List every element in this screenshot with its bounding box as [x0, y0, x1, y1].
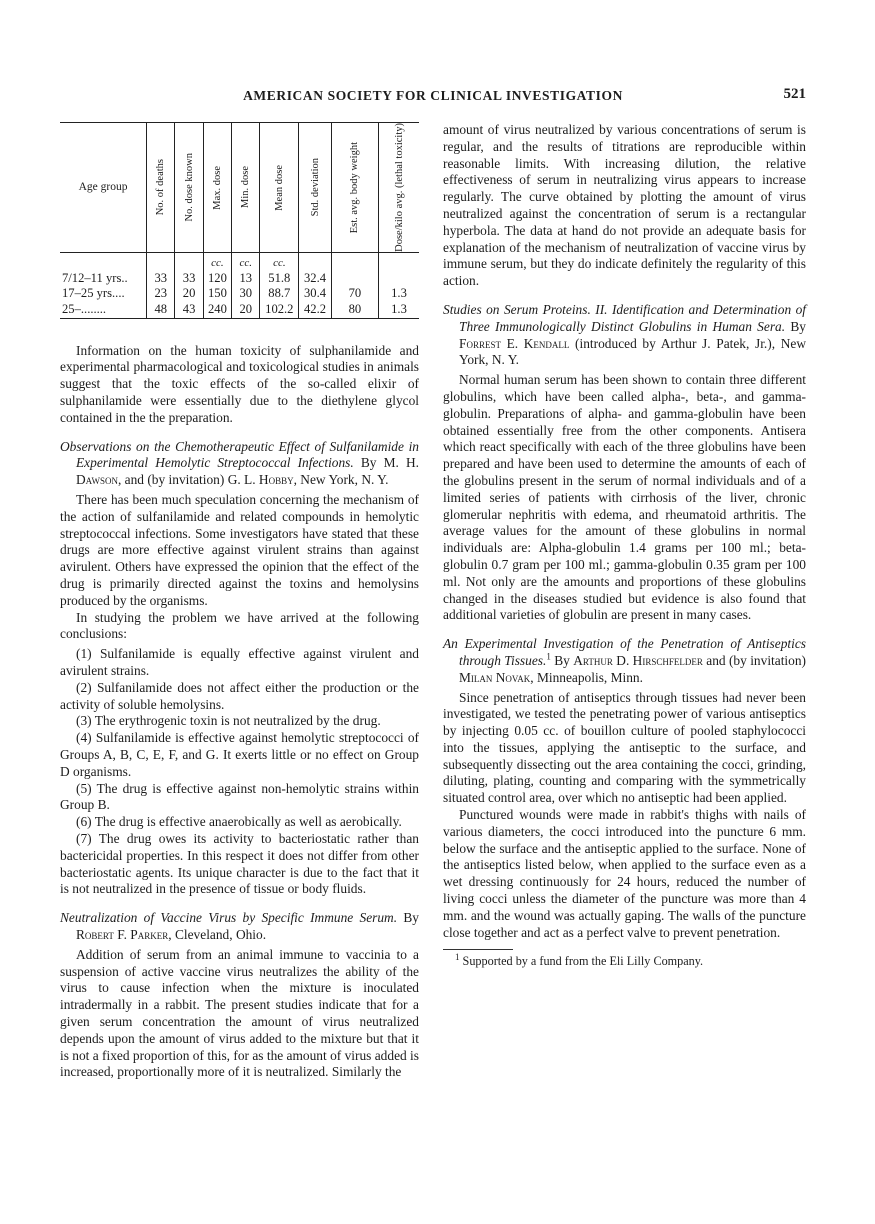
- table-header-cell: Max. dose: [203, 123, 231, 253]
- table-cell: cc.: [260, 252, 299, 271]
- table-cell: 7/12–11 yrs..: [62, 270, 128, 285]
- table-header-cell: No. dose known: [175, 123, 203, 253]
- conclusion-item: (1) Sulfanilamide is equally effective against virulent and avirulent strains.: [60, 646, 419, 679]
- table-header-cell: Min. dose: [232, 123, 260, 253]
- table-header-cell: Mean dose: [260, 123, 299, 253]
- table-cell: 48: [147, 302, 175, 318]
- table-cell: [331, 271, 378, 287]
- table-cell: 20: [232, 302, 260, 318]
- table-cell: [331, 252, 378, 271]
- table-cell: 17–25 yrs....: [62, 286, 125, 301]
- toxicity-table: [60, 122, 419, 319]
- running-head: AMERICAN SOCIETY FOR CLINICAL INVESTIGATION: [243, 88, 623, 103]
- body-paragraph: Punctured wounds were made in rabbit's thighs with nails of various diameters, the cocci introduced into the puncture 6 mm. below the surface and the antiseptic applied to the surface. None of the antiseptics listed below, when applied to the surface even as a wet dressing continuously for 24 hours, reduced the number of living cocci unless the diameter of the puncture was more than 4 mm. and the wound was actually gaping. The walls of the puncture close together and act as a perfect valve to prevent penetration.: [443, 807, 806, 940]
- table-cell: 150: [203, 286, 231, 302]
- table-cell: 43: [175, 302, 203, 318]
- left-column: [60, 122, 419, 1081]
- section-title-serum-proteins: Studies on Serum Proteins. II. Identification and Determination of Three Immunologically Distinct Globulins in Human Sera. By Forrest E. Kendall (introduced by Arthur J. Patek, Jr.), New York, N. Y.: [443, 301, 806, 368]
- table-cell: 23: [147, 286, 175, 302]
- table-cell: 102.2: [260, 302, 299, 318]
- table-cell: [299, 252, 332, 271]
- table-cell: [60, 252, 147, 271]
- body-paragraph: amount of virus neutralized by various concentrations of serum is regular, and the results of titrations are reproducible within reasonable limits. With increasing dilution, the relative effectiveness of serum in neutralizing virus appears to increase regularly. The curve obtained by plotting the amount of virus neutralized against the concentration of serum is a rectangular hyperbola. The data at hand do not provide an adequate basis for explanation of the mechanism of neutralization of vaccine virus by immune serum, but they do indicate definitely the regularity of this action.: [443, 122, 806, 289]
- table-cell: [379, 252, 420, 271]
- body-paragraph: There has been much speculation concerning the mechanism of the action of sulfanilamide and related compounds in hemolytic streptococcal infections. Some investigators have stated that these drugs are more effective against virulent strains than against avirulent. Others have expressed the opinion that the effect of the drug is primarily directed against the toxins and hemolysins produced by the organisms.: [60, 492, 419, 608]
- table-cell: [147, 252, 175, 271]
- table-cell: 120: [203, 271, 231, 287]
- table-cell: cc.: [232, 252, 260, 271]
- table-cell: 1.3: [379, 302, 420, 318]
- table-header-cell: No. of deaths: [147, 123, 175, 253]
- body-paragraph: Addition of serum from an animal immune to vaccinia to a suspension of active vaccine virus neutralizes the ability of the virus to cause infection when the mixture is inoculated intradermally in a rabbit. The present studies indicate that for a given serum concentration the amount of virus neutralized depends upon the amount of virus added to the mixture but that it is not a fixed proportion of this, for as the amount of virus added is increased, proportionally more of it is neutralized. Similarly the: [60, 946, 419, 1080]
- footnote-divider: [443, 949, 513, 950]
- table-header-cell: Est. avg. body weight: [331, 123, 378, 253]
- conclusion-item: (4) Sulfanilamide is effective against hemolytic streptococci of Groups A, B, C, E, F, and G. It exerts little or no effect on Group D organisms.: [60, 730, 419, 779]
- table-cell: 1.3: [379, 286, 420, 302]
- body-paragraph: Normal human serum has been shown to contain three different globulins, which have been called alpha-, beta-, and gamma-globulin. Preparations of alpha- and gamma-globulin have been obtained essentially free from the other components. Antisera which react specifically with each of the three globulins have been prepared and have been used to determine the amounts of each of the globulins present in the serum of normal individuals and of a limited series of patients with cirrhosis of the liver, chronic glomerular nephritis with edema, and rheumatoid arthritis. The average values for the amount of these globulins in normal individuals are: Alpha-globulin 1.4 grams per 100 ml.; beta-globulin 0.7 gram per 100 ml.; gamma-globulin 0.35 gram per 100 ml. Not only are the amounts and proportions of these globulins changed in the diseases studied but evidence is also found that additional varieties of globulin are present in many cases.: [443, 372, 806, 623]
- page-header: [60, 88, 806, 110]
- conclusion-item: (7) The drug owes its activity to bacteriostatic rather than bactericidal properties. In this respect it does not differ from other bacteriostatic agents. Its unique character is due to the fact that it is not neutralized in the presence of tissue or body fluids.: [60, 830, 419, 897]
- table-units-row: [60, 252, 419, 271]
- table-cell: [175, 252, 203, 271]
- conclusion-item: (6) The drug is effective anaerobically as well as aerobically.: [76, 814, 402, 830]
- table-header-cell: Age group: [60, 123, 147, 253]
- table-cell: 30.4: [299, 286, 332, 302]
- table-cell: 30: [232, 286, 260, 302]
- table-cell: 13: [232, 271, 260, 287]
- table-cell: 20: [175, 286, 203, 302]
- table-cell: 70: [331, 286, 378, 302]
- table-cell: 42.2: [299, 302, 332, 318]
- section-title-antiseptics: An Experimental Investigation of the Penetration of Antiseptics through Tissues.$^1$ By Arthur D. Hirschfelder and (by invitation) Milan Novak, Minneapolis, Minn.: [443, 636, 806, 685]
- body-paragraph: In studying the problem we have arrived at the following conclusions:: [60, 609, 419, 642]
- intro-paragraph: Information on the human toxicity of sulphanilamide and experimental pharmacological and toxicological studies in animals suggest that the toxic effects of the so-called elixir of sulphanilamide were essentially due to the diethylene glycol contained in the the preparation.: [60, 342, 419, 425]
- table-cell: 51.8: [260, 271, 299, 287]
- table-cell: 80: [331, 302, 378, 318]
- table-row: [60, 302, 419, 318]
- table-row: [60, 271, 419, 287]
- table-header-cell: Std. deviation: [299, 123, 332, 253]
- right-column: [443, 122, 806, 969]
- table-cell: 240: [203, 302, 231, 318]
- table-cell: 33: [175, 271, 203, 287]
- table-cell: 25–........: [62, 302, 107, 317]
- table-cell: [379, 271, 420, 287]
- table-header-row: [60, 123, 419, 253]
- table-cell: 88.7: [260, 286, 299, 302]
- table-row: [60, 286, 419, 302]
- conclusion-item: (5) The drug is effective against non-hemolytic strains within Group B.: [60, 780, 419, 813]
- table-header-cell: Dose/kilo avg. (lethal toxicity): [379, 123, 420, 253]
- page-number: 521: [783, 86, 806, 102]
- section-title-sulfanilamide: Observations on the Chemotherapeutic Effect of Sulfanilamide in Experimental Hemolytic Streptococcal Infections. By M. H. Dawson, and (by invitation) G. L. Hobby, New York, N. Y.: [60, 438, 419, 488]
- conclusion-item: (3) The erythrogenic toxin is not neutralized by the drug.: [76, 713, 381, 729]
- table-cell: cc.: [203, 252, 231, 271]
- table-cell: 32.4: [299, 271, 332, 287]
- table-cell: 33: [147, 271, 175, 287]
- conclusion-item: (2) Sulfanilamide does not affect either the production or the activity of soluble hemolysins.: [60, 679, 419, 712]
- footnote: $^1$ Supported by a fund from the Eli Lilly Company.: [455, 952, 704, 969]
- section-title-vaccine-virus: Neutralization of Vaccine Virus by Specific Immune Serum. By Robert F. Parker, Cleveland, Ohio.: [60, 910, 419, 942]
- body-paragraph: Since penetration of antiseptics through tissues had never been investigated, we tested the penetrating power of various antiseptics by injecting 0.05 cc. of bouillon culture of pooled staphylococci into the tissues, applying the antiseptic to the surface, and subsequently dissecting out the area containing the cocci, grinding, diluting, plating, counting and comparing with the symmetrically situated control area, over which no antiseptic had been applied.: [443, 689, 806, 806]
